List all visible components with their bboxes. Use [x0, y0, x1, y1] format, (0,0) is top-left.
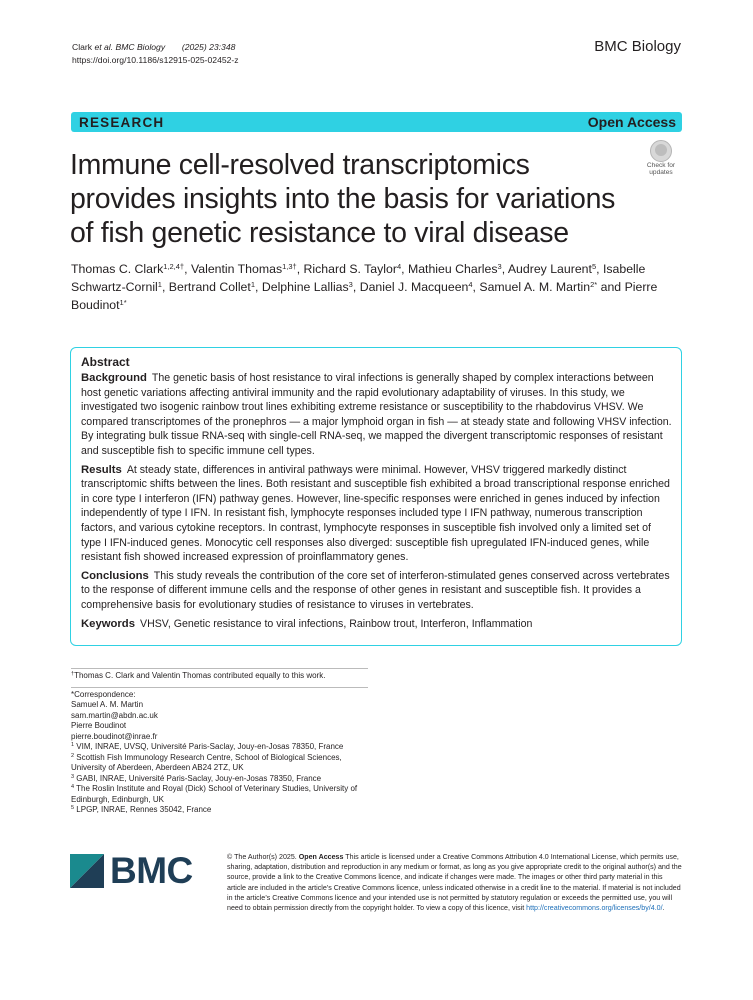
license-link[interactable]: http://creativecommons.org/licenses/by/4.0/ [526, 904, 663, 913]
affiliation-item: $^5$ LPGP, INRAE, Rennes 35042, France [71, 805, 212, 814]
author-name[interactable]: Daniel J. Macqueen [359, 280, 469, 294]
author-affiliation: 4 [396, 262, 402, 271]
abstract-background: Background The genetic basis of host resistance to viral infections is generally shaped by complex interactions between host genetic variations affecting antiviral immunity and the rapid evolutionary adaptability of viruses. In this study, we investigated two isogenic rainbow trout lines exhibiting extreme resistance or susceptibility to the rhabdovirus VHSV. We compared transcriptomes of the pronephros — a major lymphoid organ in fish — at steady state and following VHSV infection. By integrating bulk tissue RNA-seq with single-cell RNA-seq, we mapped the divergent transcriptomic responses of resistant and susceptible fish to specific immune cell types. [81, 372, 672, 457]
email-link[interactable]: pierre.boudinot@inrae.fr [71, 731, 158, 741]
journal-name: BMC Biology [594, 38, 681, 55]
affiliation-item: $^4$ The Roslin Institute and Royal (Dick) School of Veterinary Studies, University of Edinburgh, Edinburgh, UK [71, 784, 358, 804]
author-list [71, 260, 683, 314]
article-title [70, 148, 630, 250]
citation-authors: Clark [72, 42, 93, 52]
title-line: Immune cell-resolved transcriptomics [70, 149, 530, 181]
bmc-logo [70, 850, 210, 891]
author-separator: , [184, 262, 191, 276]
abstract-keywords: Keywords VHSV, Genetic resistance to viral infections, Rainbow trout, Interferon, Inflammation [81, 617, 533, 630]
section-label: RESEARCH [79, 115, 165, 130]
affiliation-list [71, 742, 368, 816]
bmc-logo-icon [70, 854, 104, 888]
author-separator: , [352, 280, 360, 294]
author-affiliation: 2* [590, 280, 598, 289]
title-line: of fish genetic resistance to viral disease [70, 217, 569, 249]
author-name[interactable]: Richard S. Taylor [303, 262, 397, 276]
author-affiliation: 5 [591, 262, 597, 271]
author-name[interactable]: Delphine Lallias [261, 280, 349, 294]
license-text: © The Author(s) 2025. Open Access This article is licensed under a Creative Commons Attribution 4.0 International License, which permits use, sharing, adaptation, distribution and reproduction in any medium or format, as long as you give appropriate credit to the original author(s) and the source, provide a link to the Creative Commons licence, and indicate if changes were made. The images or other third party material in this article are included in the article’s Creative Commons licence, unless indicated otherwise in a credit line to the material. If material is not included in the article’s Creative Commons licence and your intended use is not permitted by statutory regulation or exceeds the permitted use, you will need to obtain permission directly from the copyright holder. To view a copy of this licence, visit http://creativecommons.org/licenses/by/4.0/. [227, 853, 682, 913]
author-separator: , [255, 280, 262, 294]
author-affiliation: 4 [468, 280, 473, 289]
author-name[interactable]: Valentin Thomas [190, 262, 283, 276]
footnote-divider [71, 668, 368, 669]
doi-link[interactable]: https://doi.org/10.1186/s12915-025-02452-z [72, 55, 239, 65]
author-affiliation: 1,2,4† [163, 262, 185, 271]
affiliation-item: $^3$ GABI, INRAE, Université Paris-Saclay, Jouy-en-Josas 78350, France [71, 773, 322, 783]
abstract-conclusions: Conclusions This study reveals the contribution of the core set of interferon-stimulated genes conserved across vertebrates to the response of different immune cells and the response of other genes in resistant and susceptible fish. It provides a comprehensive basis for evolutionary studies of resistance to viruses in vertebrates. [81, 569, 670, 611]
author-affiliation: 3 [348, 280, 353, 289]
correspondence: *Correspondence: Samuel A. M. Martin sam.martin@abdn.ac.uk Pierre Boudinot pierre.boudinot@inrae.fr [71, 690, 368, 743]
author-name[interactable]: Bertrand Collet [168, 280, 251, 294]
check-updates-icon [650, 140, 672, 162]
author-affiliation: 1 [250, 280, 255, 289]
author-affiliation: 3 [497, 262, 502, 271]
email-link[interactable]: sam.martin@abdn.ac.uk [71, 710, 158, 720]
open-access-label: Open Access [587, 114, 676, 130]
abstract-box [70, 347, 682, 646]
citation-header [72, 41, 239, 67]
author-separator: , [472, 280, 480, 294]
check-updates-label: Check for updates [646, 162, 676, 176]
abstract-heading: Abstract [81, 355, 130, 369]
author-separator: , [596, 262, 603, 276]
equal-contribution-note: †Thomas C. Clark and Valentin Thomas contributed equally to this work. [71, 671, 326, 680]
author-separator: , [161, 280, 169, 294]
bmc-logo-text: BMC [110, 850, 193, 891]
title-line: provides insights into the basis for variations [70, 183, 616, 215]
citation-volume: (2025) 23:348 [181, 42, 236, 52]
author-name[interactable]: Isabelle Schwartz-Cornil [71, 262, 646, 294]
author-name[interactable]: Samuel A. M. Martin [479, 280, 591, 294]
footnote-divider [71, 687, 368, 688]
author-affiliation: 1,3† [282, 262, 297, 271]
footnotes [71, 668, 368, 816]
author-affiliation: 1* [119, 298, 127, 307]
author-name[interactable]: Thomas C. Clark [71, 262, 164, 276]
author-separator: , [401, 262, 408, 276]
check-for-updates-button[interactable] [641, 140, 681, 176]
author-separator: , [296, 262, 304, 276]
author-name[interactable]: Mathieu Charles [407, 262, 498, 276]
author-name[interactable]: Pierre Boudinot [71, 280, 658, 312]
affiliation-item: $^1$ VIM, INRAE, UVSQ, Université Paris-Saclay, Jouy-en-Josas 78350, France [71, 742, 344, 751]
author-name[interactable]: Audrey Laurent [507, 262, 592, 276]
author-affiliation: 1 [157, 280, 162, 289]
author-separator: and [597, 280, 625, 294]
author-separator: , [501, 262, 508, 276]
section-bar [71, 112, 682, 132]
abstract-results: Results At steady state, differences in antiviral pathways were minimal. However, VHSV triggered markedly distinct transcriptomic shifts between the lines. Both resistant and susceptible fish exhibited a broad transcriptional response enriched in core type I interferon (IFN) pathway genes. However, line-specific responses were enriched in genes induced by infection independently of type I IFN. In resistant fish, lymphocyte responses included type I IFN pathway, numerous transcription factors, and various cytokine receptors. In contrast, lymphocyte responses in susceptible fish involved only a limited set of type I IFN-induced genes. Monocytic cell responses also diverged: susceptible fish upregulated IFN-induced genes, while resistant fish showed increased expression of proinflammatory genes. [81, 463, 670, 564]
affiliation-item: $^2$ Scottish Fish Immunology Research Centre, School of Biological Sciences, University of Aberdeen, Aberdeen AB24 2TZ, UK [71, 752, 342, 772]
citation-etal: et al. BMC Biology [92, 42, 166, 52]
